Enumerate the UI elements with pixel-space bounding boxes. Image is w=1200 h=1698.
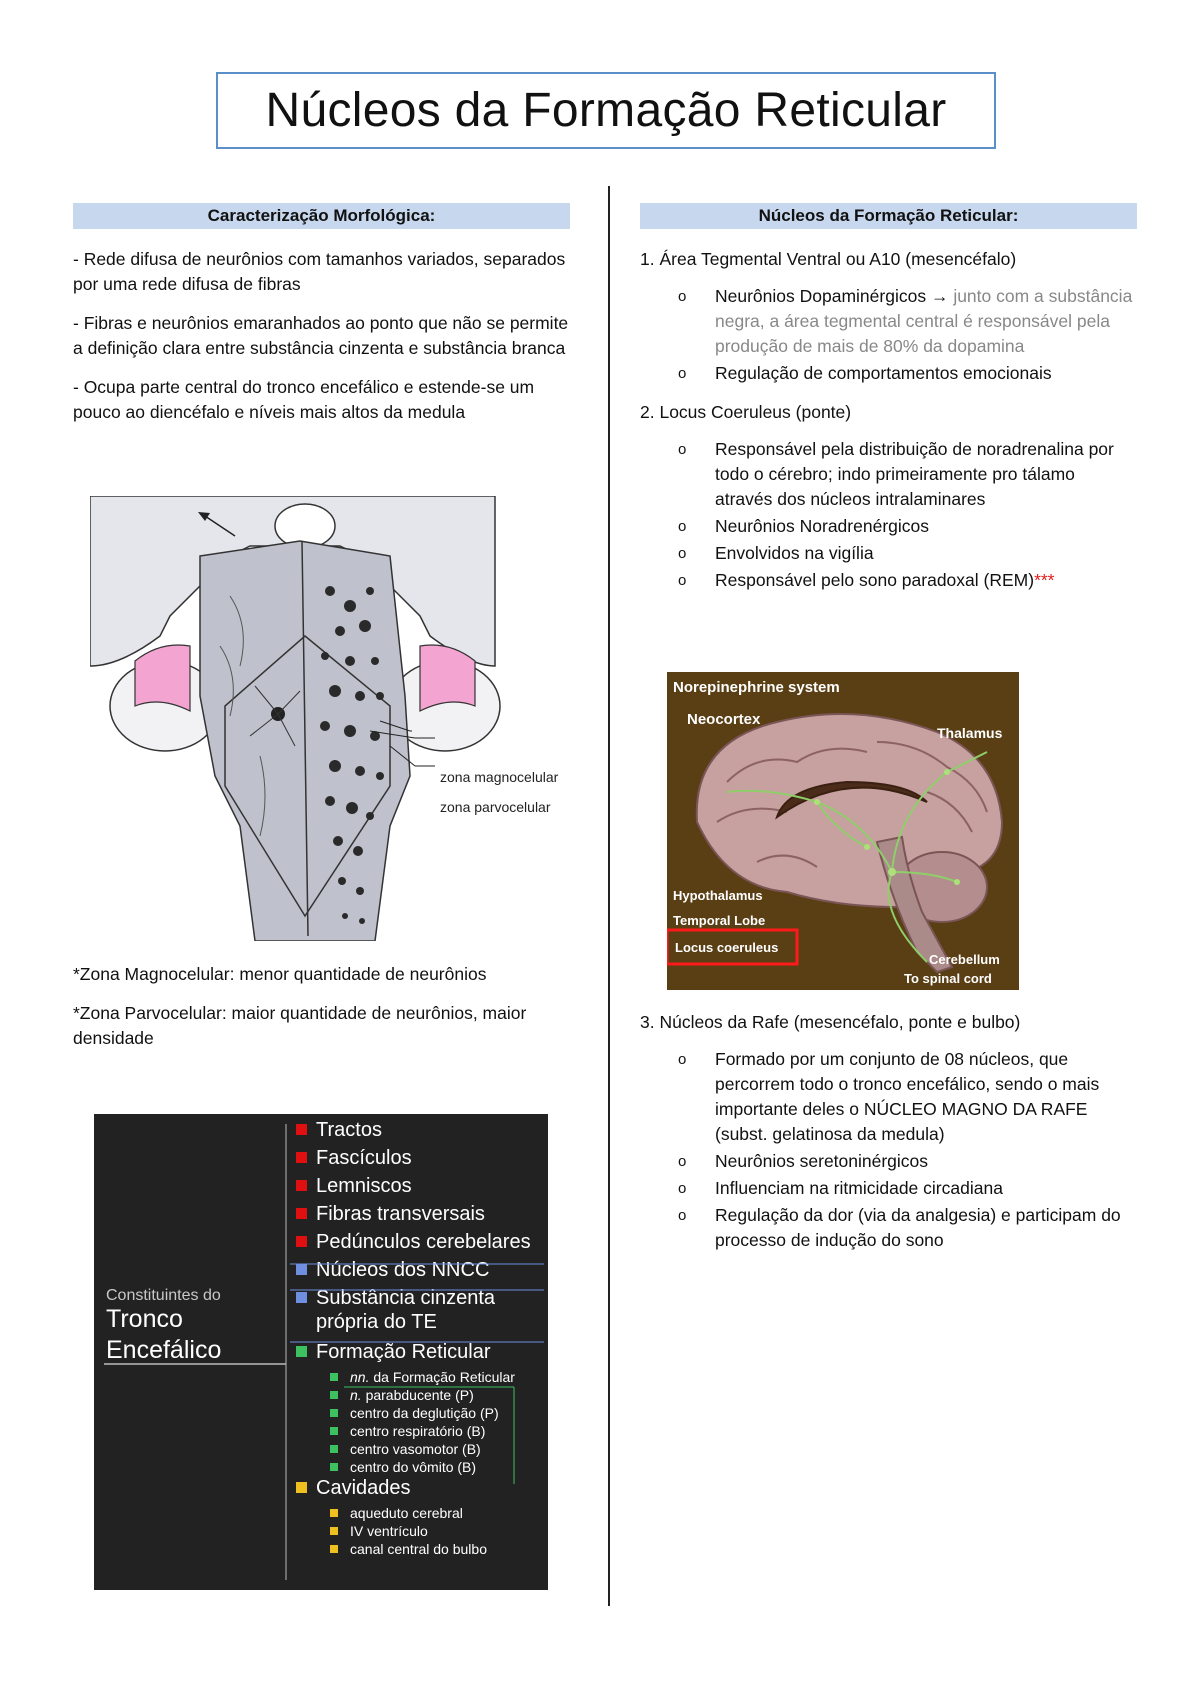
bullet-square (296, 1264, 307, 1275)
constituents-svg (94, 1114, 548, 1590)
section-1-title: 1. Área Tegmental Ventral ou A10 (mesencéfalo) (640, 249, 1017, 269)
bullet-square (296, 1346, 307, 1357)
brainstem-constituents-slide (94, 1114, 548, 1590)
sub-bullet (330, 1463, 338, 1471)
note-magnocelular: *Zona Magnocelular: menor quantidade de neurônios (73, 964, 487, 984)
notes-block (73, 962, 570, 1065)
sub-bullet (330, 1527, 338, 1535)
fig3-title: Norepinephrine system (673, 679, 840, 696)
bullet-square (296, 1482, 307, 1493)
page-title: Núcleos da Formação Reticular (216, 72, 996, 149)
section-2-list (678, 437, 1137, 593)
cavidades-sub-item: IV ventrículo (350, 1523, 428, 1539)
right-column (640, 203, 1137, 607)
section-3-block (640, 1010, 1137, 1267)
right-section-header: Núcleos da Formação Reticular: (640, 203, 1137, 229)
slide-item: Substância cinzenta (316, 1287, 496, 1309)
note-parvocelular: *Zona Parvocelular: maior quantidade de neurônios, maior densidade (73, 1003, 527, 1048)
slide-item: Pedúnculos cerebelares (316, 1231, 531, 1253)
s2-bullet-1: o Responsável pela distribuição de noradrenalina por todo o cérebro; indo primeiramente pro tálamo através dos núcleos intralaminares (678, 439, 1114, 509)
bullet-square (296, 1292, 307, 1303)
sub-bullet (330, 1373, 338, 1381)
s3-bullet-2: o Neurônios seretoninérgicos (678, 1151, 929, 1171)
slide-item: Tractos (316, 1119, 382, 1141)
s3-bullet-3: o Influenciam na ritmicidade circadiana (678, 1178, 1003, 1198)
brainstem-figure (90, 496, 610, 941)
sub-bullet (330, 1391, 338, 1399)
reticular-sub-item: centro da deglutição (P) (350, 1405, 499, 1421)
section-2-title: 2. Locus Coeruleus (ponte) (640, 402, 852, 422)
s2-bullet-2: o Neurônios Noradrenérgicos (678, 516, 929, 536)
cavidades-sub-item: canal central do bulbo (350, 1541, 487, 1557)
norepinephrine-figure (667, 672, 1019, 990)
sub-bullet (330, 1409, 338, 1417)
bullet-square (296, 1180, 307, 1191)
sub-bullet (330, 1545, 338, 1553)
reticular-sub-item: centro vasomotor (B) (350, 1441, 481, 1457)
left-section-header: Caracterização Morfológica: (73, 203, 570, 229)
fig3-hypothalamus: Hypothalamus (673, 888, 763, 903)
fig3-spinal-cord: To spinal cord (904, 971, 992, 986)
label-zona-parvocelular: zona parvocelular (440, 799, 551, 815)
slide-item: Cavidades (316, 1477, 411, 1499)
bullet-square (296, 1152, 307, 1163)
slide-item-line2: própria do TE (316, 1311, 437, 1333)
norepinephrine-svg (667, 672, 1019, 990)
brainstem-diagram (90, 496, 610, 941)
section-3-title: 3. Núcleos da Rafe (mesencéfalo, ponte e bulbo) (640, 1012, 1021, 1032)
label-zona-magnocelular: zona magnocelular (440, 769, 559, 785)
s1-bullet-1: o Neurônios Dopaminérgicos → junto com a substância negra, a área tegmental central é responsável pela produção de mais de 80% da dopamina (678, 286, 1133, 356)
caption-encefalico: Encefálico (106, 1336, 222, 1364)
slide-item: Fascículos (316, 1147, 412, 1169)
bullet-square (296, 1208, 307, 1219)
fig3-neocortex: Neocortex (687, 711, 761, 728)
s3-bullet-4: o Regulação da dor (via da analgesia) e participam do processo de indução do sono (678, 1205, 1121, 1250)
sub-bullet (330, 1509, 338, 1517)
paragraph-1: - Rede difusa de neurônios com tamanhos variados, separados por uma rede difusa de fibras (73, 249, 566, 294)
fig3-cerebellum: Cerebellum (929, 952, 1000, 967)
s1-bullet-2: o Regulação de comportamentos emocionais (678, 363, 1052, 383)
paragraph-2: - Fibras e neurônios emaranhados ao ponto que não se permite a definição clara entre substância cinzenta e substância branca (73, 313, 569, 358)
section-1-list (678, 284, 1137, 386)
slide-item: Formação Reticular (316, 1341, 491, 1363)
section-3-list (678, 1047, 1137, 1253)
reticular-sub-item: nn. da Formação Reticular (350, 1369, 515, 1385)
slide-item: Lemniscos (316, 1175, 412, 1197)
s3-bullet-1: o Formado por um conjunto de 08 núcleos, que percorrem todo o tronco encefálico, sendo o mais importante deles o NÚCLEO MAGNO DA RAFE (subst. gelatinosa da medula) (678, 1049, 1100, 1144)
bullet-square (296, 1236, 307, 1247)
left-column (73, 203, 570, 439)
caption-small: Constituintes do (106, 1287, 221, 1304)
fig3-locus: Locus coeruleus (675, 940, 779, 955)
slide-item: Núcleos dos NNCC (316, 1259, 490, 1281)
s2-bullet-4: o Responsável pelo sono paradoxal (REM)*** (678, 570, 1055, 590)
paragraph-3: - Ocupa parte central do tronco encefálico e estende-se um pouco ao diencéfalo e níveis mais altos da medula (73, 377, 535, 422)
reticular-sub-item: centro respiratório (B) (350, 1423, 486, 1439)
fig3-temporal-lobe: Temporal Lobe (673, 913, 766, 928)
sub-bullet (330, 1427, 338, 1435)
reticular-sub-item: n. parabducente (P) (350, 1387, 474, 1403)
reticular-sub-item: centro do vômito (B) (350, 1459, 477, 1475)
bullet-square (296, 1124, 307, 1135)
sub-bullet (330, 1445, 338, 1453)
cavidades-sub-item: aqueduto cerebral (350, 1505, 463, 1521)
caption-tronco: Tronco (106, 1305, 183, 1333)
s2-bullet-3: o Envolvidos na vigília (678, 543, 874, 563)
slide-item: Fibras transversais (316, 1203, 485, 1225)
fig3-thalamus: Thalamus (937, 725, 1003, 741)
